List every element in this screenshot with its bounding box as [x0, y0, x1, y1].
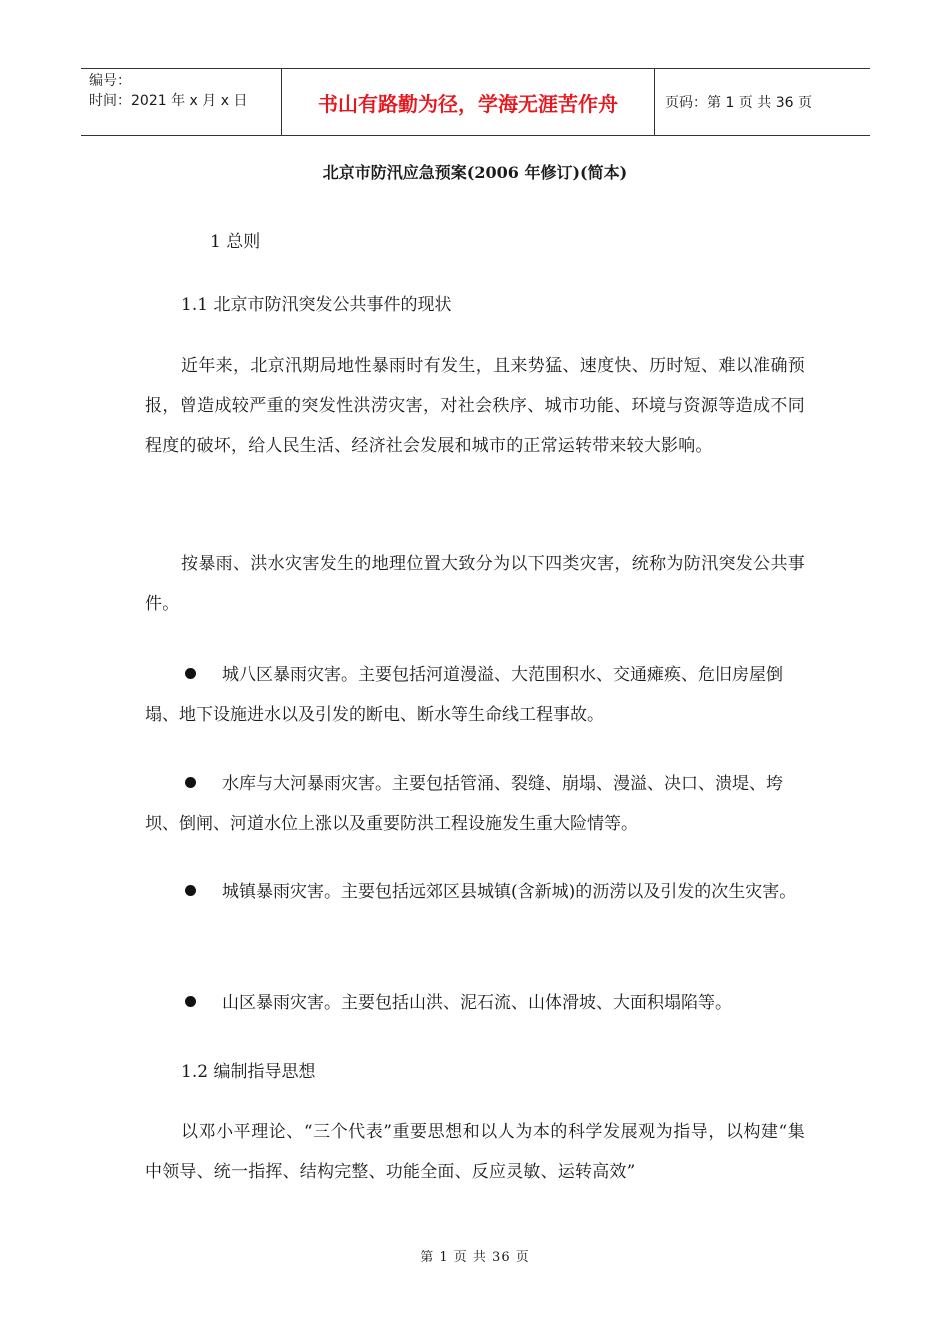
bullet-text: 山区暴雨灾害。主要包括山洪、泥石流、山体滑坡、大面积塌陷等。 [222, 993, 732, 1013]
page-footer: 第 1 页 共 36 页 [420, 1250, 530, 1265]
paragraph-1: 近年来，北京汛期局地性暴雨时有发生，且来势猛、速度快、历时短、难以准确预报，曾造成较严重的突发性洪涝灾害，对社会秩序、城市功能、环境与资源等造成不同程度的破坏，给人民生活、经济社会发展和城市的正常运转带来较大影响。 [145, 356, 805, 456]
header-table [81, 68, 870, 136]
bullet-dot-icon [185, 885, 196, 896]
time-label: 时间：2021 年 x 月 x 日 [89, 93, 248, 109]
motto-text: 书山有路勤为径，学海无涯苦作舟 [318, 91, 618, 116]
bullet-dot-icon [185, 996, 196, 1007]
bullet-item-1 [145, 655, 805, 735]
document-title: 北京市防汛应急预案(2006 年修订)(简本) [322, 163, 628, 182]
paragraph-3: 以邓小平理论、“三个代表”重要思想和以人为本的科学发展观为指导，以构建“集中领导、统一指挥、结构完整、功能全面、反应灵敏、运转高效” [145, 1122, 805, 1182]
motto-cell [282, 69, 655, 135]
bullet-item-3 [145, 872, 805, 912]
paragraph-2: 按暴雨、洪水灾害发生的地理位置大致分为以下四类灾害，统称为防汛突发公共事件。 [145, 554, 805, 614]
bullet-text: 城镇暴雨灾害。主要包括远郊区县城镇(含新城)的沥涝以及引发的次生灾害。 [222, 882, 797, 902]
page-label: 页码：第 1 页 共 36 页 [665, 95, 812, 111]
number-label: 编号： [89, 73, 131, 89]
section-heading-1: 1 总则 [210, 232, 261, 252]
header-meta-cell [81, 69, 282, 135]
bullet-dot-icon [185, 668, 196, 679]
bullet-text: 水库与大河暴雨灾害。主要包括管涌、裂缝、崩塌、漫溢、决口、溃堤、垮坝、倒闸、河道水位上涨以及重要防洪工程设施发生重大险情等。 [145, 774, 783, 834]
bullet-text: 城八区暴雨灾害。主要包括河道漫溢、大范围积水、交通瘫痪、危旧房屋倒塌、地下设施进水以及引发的断电、断水等生命线工程事故。 [145, 665, 783, 725]
bullet-item-2 [145, 764, 805, 844]
section-heading-1-1: 1.1 北京市防汛突发公共事件的现状 [181, 295, 452, 315]
section-heading-1-2: 1.2 编制指导思想 [181, 1062, 316, 1082]
bullet-dot-icon [185, 777, 196, 788]
bullet-item-4 [145, 983, 805, 1023]
page-info-cell [655, 69, 870, 135]
